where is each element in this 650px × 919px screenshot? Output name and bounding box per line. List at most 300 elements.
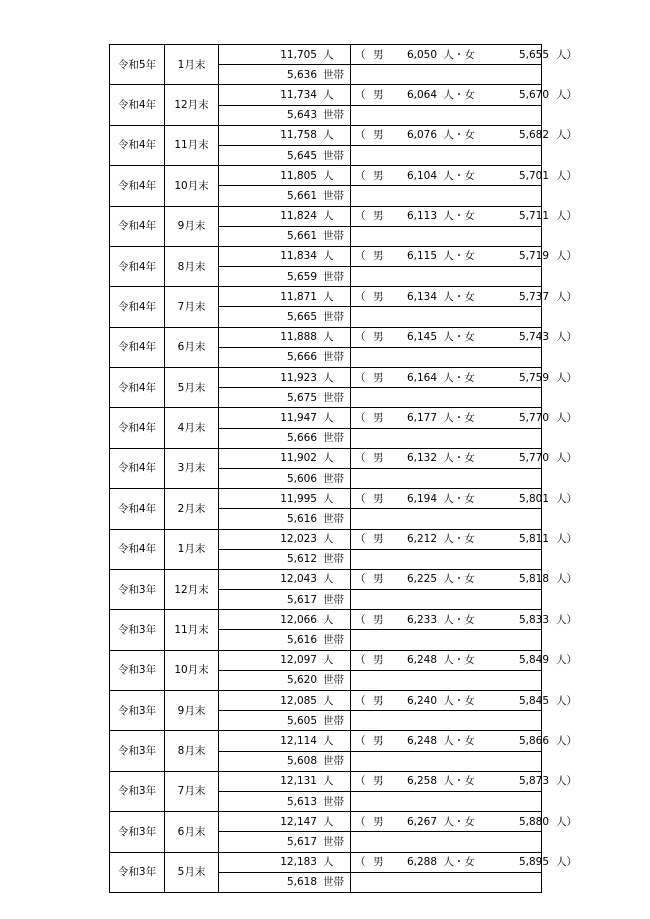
male-value: 6,248 (406, 654, 437, 667)
households-cell (219, 145, 351, 165)
empty-cell (351, 388, 542, 408)
male-value: 6,194 (406, 492, 437, 505)
female-value: 5,770 (518, 452, 549, 465)
households-cell (219, 347, 351, 367)
month-cell: 6月末 (165, 812, 219, 852)
households-cell (219, 791, 351, 811)
male-value: 6,134 (406, 290, 437, 303)
close-paren: 人） (556, 452, 577, 465)
era-cell: 令和3年 (110, 852, 165, 892)
female-label: 人・女 (443, 331, 475, 344)
era-cell: 令和4年 (110, 166, 165, 206)
households-unit: 世帯 (323, 835, 344, 848)
population-cell (219, 327, 351, 347)
open-paren: （ (355, 250, 366, 263)
close-paren: 人） (556, 331, 577, 344)
female-label: 人・女 (443, 210, 475, 223)
female-value: 5,801 (518, 492, 549, 505)
table-row (110, 166, 542, 186)
empty-cell (351, 630, 542, 650)
table-row (110, 489, 542, 509)
sex-breakdown-cell (351, 45, 577, 65)
households-cell (219, 509, 351, 529)
male-label: 男 (373, 492, 384, 505)
households-unit: 世帯 (323, 472, 344, 485)
households-unit: 世帯 (323, 311, 344, 324)
persons-unit: 人 (323, 734, 334, 747)
persons-unit: 人 (323, 613, 334, 626)
male-value: 6,145 (406, 331, 437, 344)
households-value: 5,659 (286, 270, 317, 283)
households-cell (219, 65, 351, 85)
population-table (109, 44, 577, 893)
sex-breakdown-cell (351, 610, 577, 630)
households-value: 5,643 (286, 109, 317, 122)
persons-unit: 人 (323, 290, 334, 303)
close-paren: 人） (556, 250, 577, 263)
male-label: 男 (373, 452, 384, 465)
households-value: 5,616 (286, 512, 317, 525)
open-paren: （ (355, 654, 366, 667)
era-cell: 令和4年 (110, 448, 165, 488)
households-cell (219, 388, 351, 408)
male-value: 6,258 (406, 775, 437, 788)
table-row (110, 448, 542, 468)
population-value: 11,995 (280, 492, 317, 505)
persons-unit: 人 (323, 250, 334, 263)
close-paren: 人） (556, 411, 577, 424)
male-label: 男 (373, 88, 384, 101)
population-value: 11,758 (280, 129, 317, 142)
households-value: 5,661 (286, 230, 317, 243)
female-label: 人・女 (443, 290, 475, 303)
households-value: 5,608 (286, 755, 317, 768)
persons-unit: 人 (323, 533, 334, 546)
sex-breakdown-cell (351, 569, 577, 589)
population-table-body (110, 45, 577, 893)
male-label: 男 (373, 573, 384, 586)
persons-unit: 人 (323, 856, 334, 869)
persons-unit: 人 (323, 452, 334, 465)
households-cell (219, 670, 351, 690)
households-value: 5,618 (286, 876, 317, 889)
households-cell (219, 832, 351, 852)
sex-breakdown-cell (351, 287, 577, 307)
male-label: 男 (373, 411, 384, 424)
male-label: 男 (373, 654, 384, 667)
male-label: 男 (373, 169, 384, 182)
empty-cell (351, 751, 542, 771)
female-label: 人・女 (443, 856, 475, 869)
female-value: 5,866 (518, 734, 549, 747)
male-value: 6,248 (406, 734, 437, 747)
households-cell (219, 711, 351, 731)
households-cell (219, 468, 351, 488)
month-cell: 6月末 (165, 327, 219, 367)
month-cell: 5月末 (165, 368, 219, 408)
male-value: 6,233 (406, 613, 437, 626)
male-label: 男 (373, 775, 384, 788)
male-value: 6,240 (406, 694, 437, 707)
households-value: 5,612 (286, 553, 317, 566)
households-unit: 世帯 (323, 876, 344, 889)
open-paren: （ (355, 129, 366, 142)
empty-cell (351, 105, 542, 125)
empty-cell (351, 711, 542, 731)
households-value: 5,675 (286, 391, 317, 404)
month-cell: 8月末 (165, 731, 219, 771)
era-cell: 令和4年 (110, 85, 165, 125)
male-label: 男 (373, 815, 384, 828)
era-cell: 令和4年 (110, 327, 165, 367)
sex-breakdown-cell (351, 691, 577, 711)
close-paren: 人） (556, 492, 577, 505)
female-value: 5,833 (518, 613, 549, 626)
open-paren: （ (355, 290, 366, 303)
male-value: 6,115 (406, 250, 437, 263)
sex-breakdown-cell (351, 448, 577, 468)
households-unit: 世帯 (323, 230, 344, 243)
population-value: 12,023 (280, 533, 317, 546)
households-cell (219, 590, 351, 610)
population-cell (219, 489, 351, 509)
households-cell (219, 226, 351, 246)
table-row (110, 327, 542, 347)
female-value: 5,737 (518, 290, 549, 303)
open-paren: （ (355, 210, 366, 223)
era-cell: 令和5年 (110, 45, 165, 85)
households-cell (219, 630, 351, 650)
table-row (110, 246, 542, 266)
female-label: 人・女 (443, 411, 475, 424)
male-value: 6,267 (406, 815, 437, 828)
male-label: 男 (373, 331, 384, 344)
female-label: 人・女 (443, 169, 475, 182)
female-value: 5,895 (518, 856, 549, 869)
era-cell: 令和3年 (110, 569, 165, 609)
table-row (110, 529, 542, 549)
households-cell (219, 186, 351, 206)
sex-breakdown-cell (351, 650, 577, 670)
month-cell: 3月末 (165, 448, 219, 488)
close-paren: 人） (556, 129, 577, 142)
month-cell: 7月末 (165, 287, 219, 327)
open-paren: （ (355, 573, 366, 586)
empty-cell (351, 267, 542, 287)
male-value: 6,113 (406, 210, 437, 223)
households-unit: 世帯 (323, 714, 344, 727)
female-value: 5,743 (518, 331, 549, 344)
households-unit: 世帯 (323, 270, 344, 283)
sex-breakdown-cell (351, 731, 577, 751)
table-row (110, 650, 542, 670)
households-value: 5,617 (286, 835, 317, 848)
era-cell: 令和4年 (110, 368, 165, 408)
households-unit: 世帯 (323, 755, 344, 768)
month-cell: 1月末 (165, 45, 219, 85)
open-paren: （ (355, 331, 366, 344)
open-paren: （ (355, 88, 366, 101)
population-cell (219, 852, 351, 872)
female-value: 5,670 (518, 88, 549, 101)
empty-cell (351, 145, 542, 165)
month-cell: 10月末 (165, 166, 219, 206)
era-cell: 令和4年 (110, 246, 165, 286)
era-cell: 令和3年 (110, 771, 165, 811)
table-row (110, 852, 542, 872)
close-paren: 人） (556, 775, 577, 788)
male-value: 6,164 (406, 371, 437, 384)
households-unit: 世帯 (323, 634, 344, 647)
persons-unit: 人 (323, 331, 334, 344)
close-paren: 人） (556, 88, 577, 101)
persons-unit: 人 (323, 88, 334, 101)
female-value: 5,701 (518, 169, 549, 182)
month-cell: 9月末 (165, 206, 219, 246)
female-value: 5,770 (518, 411, 549, 424)
table-row (110, 85, 542, 105)
sex-breakdown-cell (351, 852, 577, 872)
households-value: 5,606 (286, 472, 317, 485)
population-cell (219, 731, 351, 751)
table-row (110, 569, 542, 589)
open-paren: （ (355, 734, 366, 747)
month-cell: 12月末 (165, 85, 219, 125)
empty-cell (351, 186, 542, 206)
households-unit: 世帯 (323, 189, 344, 202)
close-paren: 人） (556, 815, 577, 828)
sex-breakdown-cell (351, 125, 577, 145)
female-label: 人・女 (443, 613, 475, 626)
sex-breakdown-cell (351, 408, 577, 428)
male-value: 6,288 (406, 856, 437, 869)
households-unit: 世帯 (323, 351, 344, 364)
open-paren: （ (355, 411, 366, 424)
empty-cell (351, 791, 542, 811)
sex-breakdown-cell (351, 206, 577, 226)
era-cell: 令和3年 (110, 812, 165, 852)
sex-breakdown-cell (351, 771, 577, 791)
population-cell (219, 408, 351, 428)
persons-unit: 人 (323, 129, 334, 142)
month-cell: 9月末 (165, 691, 219, 731)
population-value: 12,043 (280, 573, 317, 586)
male-label: 男 (373, 694, 384, 707)
month-cell: 4月末 (165, 408, 219, 448)
population-value: 11,734 (280, 88, 317, 101)
open-paren: （ (355, 169, 366, 182)
era-cell: 令和3年 (110, 610, 165, 650)
population-cell (219, 812, 351, 832)
female-label: 人・女 (443, 694, 475, 707)
female-value: 5,873 (518, 775, 549, 788)
male-label: 男 (373, 210, 384, 223)
sex-breakdown-cell (351, 489, 577, 509)
table-row (110, 771, 542, 791)
households-cell (219, 105, 351, 125)
households-unit: 世帯 (323, 149, 344, 162)
population-value: 11,834 (280, 250, 317, 263)
month-cell: 11月末 (165, 125, 219, 165)
female-value: 5,682 (518, 129, 549, 142)
table-row (110, 812, 542, 832)
households-unit: 世帯 (323, 593, 344, 606)
population-value: 12,183 (280, 856, 317, 869)
households-cell (219, 267, 351, 287)
male-label: 男 (373, 290, 384, 303)
empty-cell (351, 347, 542, 367)
female-label: 人・女 (443, 452, 475, 465)
female-label: 人・女 (443, 654, 475, 667)
persons-unit: 人 (323, 169, 334, 182)
population-cell (219, 771, 351, 791)
empty-cell (351, 872, 542, 892)
households-value: 5,620 (286, 674, 317, 687)
population-value: 11,805 (280, 169, 317, 182)
male-label: 男 (373, 533, 384, 546)
population-value: 12,147 (280, 815, 317, 828)
households-cell (219, 549, 351, 569)
population-value: 11,871 (280, 290, 317, 303)
male-label: 男 (373, 48, 384, 61)
female-value: 5,655 (518, 48, 549, 61)
persons-unit: 人 (323, 210, 334, 223)
female-value: 5,811 (518, 533, 549, 546)
population-cell (219, 45, 351, 65)
households-unit: 世帯 (323, 68, 344, 81)
month-cell: 11月末 (165, 610, 219, 650)
female-label: 人・女 (443, 129, 475, 142)
era-cell: 令和3年 (110, 731, 165, 771)
table-row (110, 368, 542, 388)
sex-breakdown-cell (351, 246, 577, 266)
male-value: 6,177 (406, 411, 437, 424)
close-paren: 人） (556, 694, 577, 707)
male-label: 男 (373, 613, 384, 626)
female-label: 人・女 (443, 775, 475, 788)
persons-unit: 人 (323, 411, 334, 424)
month-cell: 2月末 (165, 489, 219, 529)
empty-cell (351, 832, 542, 852)
empty-cell (351, 428, 542, 448)
population-value: 12,114 (280, 734, 317, 747)
open-paren: （ (355, 533, 366, 546)
male-value: 6,104 (406, 169, 437, 182)
male-label: 男 (373, 371, 384, 384)
persons-unit: 人 (323, 775, 334, 788)
population-cell (219, 166, 351, 186)
sex-breakdown-cell (351, 327, 577, 347)
male-value: 6,212 (406, 533, 437, 546)
households-cell (219, 428, 351, 448)
open-paren: （ (355, 371, 366, 384)
month-cell: 8月末 (165, 246, 219, 286)
persons-unit: 人 (323, 48, 334, 61)
female-value: 5,818 (518, 573, 549, 586)
population-cell (219, 246, 351, 266)
persons-unit: 人 (323, 492, 334, 505)
close-paren: 人） (556, 613, 577, 626)
female-label: 人・女 (443, 250, 475, 263)
population-cell (219, 206, 351, 226)
empty-cell (351, 468, 542, 488)
population-value: 11,888 (280, 331, 317, 344)
female-value: 5,759 (518, 371, 549, 384)
persons-unit: 人 (323, 654, 334, 667)
open-paren: （ (355, 775, 366, 788)
female-label: 人・女 (443, 734, 475, 747)
households-cell (219, 751, 351, 771)
households-value: 5,666 (286, 432, 317, 445)
era-cell: 令和4年 (110, 287, 165, 327)
female-value: 5,880 (518, 815, 549, 828)
households-unit: 世帯 (323, 674, 344, 687)
female-label: 人・女 (443, 371, 475, 384)
population-cell (219, 85, 351, 105)
close-paren: 人） (556, 734, 577, 747)
population-value: 11,947 (280, 411, 317, 424)
table-row (110, 45, 542, 65)
households-value: 5,666 (286, 351, 317, 364)
male-label: 男 (373, 129, 384, 142)
table-row (110, 125, 542, 145)
male-value: 6,064 (406, 88, 437, 101)
households-value: 5,645 (286, 149, 317, 162)
female-value: 5,849 (518, 654, 549, 667)
female-value: 5,845 (518, 694, 549, 707)
population-cell (219, 368, 351, 388)
close-paren: 人） (556, 573, 577, 586)
male-value: 6,050 (406, 48, 437, 61)
female-value: 5,711 (518, 210, 549, 223)
population-value: 12,085 (280, 694, 317, 707)
population-value: 11,902 (280, 452, 317, 465)
table-row (110, 691, 542, 711)
households-unit: 世帯 (323, 795, 344, 808)
households-value: 5,605 (286, 714, 317, 727)
female-label: 人・女 (443, 815, 475, 828)
population-value: 12,097 (280, 654, 317, 667)
era-cell: 令和3年 (110, 650, 165, 690)
empty-cell (351, 65, 542, 85)
empty-cell (351, 226, 542, 246)
close-paren: 人） (556, 533, 577, 546)
households-unit: 世帯 (323, 553, 344, 566)
open-paren: （ (355, 694, 366, 707)
close-paren: 人） (556, 654, 577, 667)
persons-unit: 人 (323, 815, 334, 828)
female-label: 人・女 (443, 88, 475, 101)
month-cell: 1月末 (165, 529, 219, 569)
table-row (110, 610, 542, 630)
population-cell (219, 529, 351, 549)
sex-breakdown-cell (351, 368, 577, 388)
empty-cell (351, 670, 542, 690)
households-value: 5,617 (286, 593, 317, 606)
population-cell (219, 125, 351, 145)
population-cell (219, 610, 351, 630)
table-row (110, 731, 542, 751)
male-value: 6,132 (406, 452, 437, 465)
population-value: 11,923 (280, 371, 317, 384)
close-paren: 人） (556, 210, 577, 223)
sex-breakdown-cell (351, 529, 577, 549)
era-cell: 令和4年 (110, 529, 165, 569)
female-label: 人・女 (443, 533, 475, 546)
empty-cell (351, 590, 542, 610)
close-paren: 人） (556, 371, 577, 384)
era-cell: 令和4年 (110, 206, 165, 246)
